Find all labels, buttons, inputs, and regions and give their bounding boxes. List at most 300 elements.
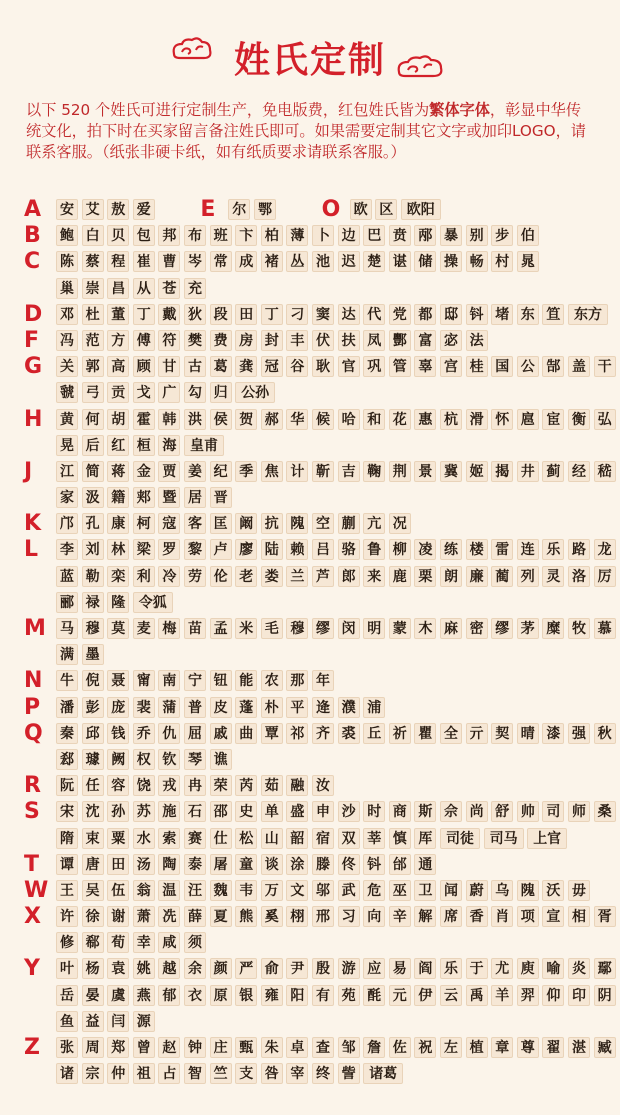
surname-chip: 梁 — [133, 539, 155, 560]
letter-heading: J — [24, 458, 33, 484]
surname-row — [0, 354, 620, 380]
surname-chip: 支 — [235, 1063, 257, 1084]
surname-chip: 王 — [56, 880, 78, 901]
surname-chip: 邹 — [338, 1037, 360, 1058]
surname-row — [0, 695, 620, 721]
surname-chip: 荣 — [210, 775, 232, 796]
surname-chip: 屠 — [210, 854, 232, 875]
surname-chip: 禹 — [466, 985, 488, 1006]
surname-chip: 闵 — [338, 618, 360, 639]
surname-chip: 孔 — [82, 513, 104, 534]
surname-chip: 苏 — [133, 801, 155, 822]
surname-chip: 滕 — [312, 854, 334, 875]
surname-chip: 羿 — [517, 985, 539, 1006]
letter-heading: D — [24, 301, 43, 327]
surname-chip: 肖 — [491, 906, 513, 927]
surname-chip: 乐 — [440, 958, 462, 979]
surname-chip: 云 — [440, 985, 462, 1006]
surname-chip: 海 — [158, 435, 180, 456]
surname-chip: 邢 — [312, 906, 334, 927]
surname-chip: 冉 — [184, 775, 206, 796]
surname-chip: 燕 — [133, 985, 155, 1006]
surname-chip: 关 — [56, 356, 78, 377]
surname-chip: 殷 — [312, 958, 334, 979]
surname-chip: 谷 — [286, 356, 308, 377]
surname-chip: 阳 — [286, 985, 308, 1006]
surname-chip: 虢 — [56, 382, 78, 403]
surname-chip: 卞 — [235, 225, 257, 246]
surname-chip: 谌 — [389, 251, 411, 272]
surname-chip: 储 — [414, 251, 436, 272]
surname-chip: 缪 — [491, 618, 513, 639]
surname-chip: 麻 — [440, 618, 462, 639]
letter-heading: C — [24, 249, 41, 275]
surname-chip: 令狐 — [133, 592, 173, 613]
surname-chip: 师 — [568, 801, 590, 822]
surname-chip: 阎 — [414, 958, 436, 979]
surname-chip: 江 — [56, 461, 78, 482]
surname-chip: 湛 — [568, 1037, 590, 1058]
surname-chip: 邸 — [440, 304, 462, 325]
surname-chip: 郜 — [542, 356, 564, 377]
surname-chip: 孙 — [107, 801, 129, 822]
intro-emphasis: 繁体字体 — [429, 101, 490, 119]
surname-chip: 段 — [210, 304, 232, 325]
surname-chip: 岳 — [56, 985, 78, 1006]
surname-chip: 莫 — [107, 618, 129, 639]
surname-chip: 杭 — [440, 409, 462, 430]
surname-chip: 贾 — [158, 461, 180, 482]
surname-chip: 赵 — [158, 1037, 180, 1058]
surname-chip: 木 — [414, 618, 436, 639]
surname-row — [0, 537, 620, 563]
surname-chip: 栗 — [414, 566, 436, 587]
surname-chip: 鞠 — [363, 461, 385, 482]
surname-chip: 尹 — [286, 958, 308, 979]
surname-chip: 干 — [594, 356, 616, 377]
surname-row — [0, 511, 620, 537]
letter-heading: E — [200, 197, 216, 222]
surname-chip: 墨 — [82, 644, 104, 665]
surname-chip: 桓 — [133, 435, 155, 456]
surname-row — [0, 1035, 620, 1061]
surname-chip: 花 — [389, 409, 411, 430]
surname-chip: 庾 — [517, 958, 539, 979]
surname-chip: 能 — [235, 670, 257, 691]
surname-chip: 浦 — [363, 697, 385, 718]
surname-chip: 司徒 — [440, 828, 480, 849]
surname-chip: 钱 — [107, 723, 129, 744]
surname-chip: 皮 — [210, 697, 232, 718]
surname-chip: 戚 — [210, 723, 232, 744]
surname-chip: 籍 — [107, 487, 129, 508]
surname-chip: 尤 — [491, 958, 513, 979]
surname-chip: 孟 — [210, 618, 232, 639]
surname-row — [0, 826, 620, 852]
surname-chip: 刘 — [82, 539, 104, 560]
surname-chip: 普 — [184, 697, 206, 718]
surname-chip: 候 — [312, 409, 334, 430]
surname-chip: 须 — [184, 932, 206, 953]
surname-chip: 抗 — [261, 513, 283, 534]
surname-chip: 乌 — [491, 880, 513, 901]
surname-row — [0, 459, 620, 485]
surname-row — [0, 904, 620, 930]
surname-chip: 皇甫 — [184, 435, 224, 456]
surname-chip: 郭 — [82, 356, 104, 377]
surname-chip: 詹 — [363, 1037, 385, 1058]
surname-chip: 益 — [82, 1011, 104, 1032]
surname-chip: 阴 — [594, 985, 616, 1006]
surname-chip: 陆 — [261, 539, 283, 560]
letter-heading: H — [24, 406, 43, 432]
surname-chip: 贝 — [107, 225, 129, 246]
surname-chip: 那 — [286, 670, 308, 691]
surname-chip: 景 — [414, 461, 436, 482]
surname-chip: 宁 — [184, 670, 206, 691]
surname-chip: 习 — [338, 906, 360, 927]
surname-chip: 涂 — [286, 854, 308, 875]
surname-chip: 仰 — [542, 985, 564, 1006]
surname-chip: 衡 — [568, 409, 590, 430]
surname-chip: 戈 — [133, 382, 155, 403]
surname-chip: 邦 — [158, 225, 180, 246]
surname-chip: 丁 — [261, 304, 283, 325]
surname-chip: 荀 — [107, 932, 129, 953]
surname-chip: 家 — [56, 487, 78, 508]
surname-chip: 常 — [210, 251, 232, 272]
surname-chip: 窦 — [312, 304, 334, 325]
surname-chip: 酕 — [363, 985, 385, 1006]
surname-chip: 盖 — [568, 356, 590, 377]
surname-chip: 苍 — [158, 278, 180, 299]
surname-chip: 聂 — [107, 670, 129, 691]
surname-chip: 戴 — [158, 304, 180, 325]
surname-chip: 计 — [286, 461, 308, 482]
surname-chip: 米 — [235, 618, 257, 639]
surname-chip: 居 — [184, 487, 206, 508]
surname-row — [0, 302, 620, 328]
surname-chip: 后 — [82, 435, 104, 456]
surname-chip: 赖 — [286, 539, 308, 560]
surname-chip: 卢 — [210, 539, 232, 560]
letter-heading: Q — [24, 720, 43, 746]
surname-chip: 原 — [210, 985, 232, 1006]
surname-chip: 穆 — [286, 618, 308, 639]
letter-heading: Z — [24, 1035, 40, 1060]
surname-chip: 娄 — [261, 566, 283, 587]
surname-chip: 宰 — [286, 1063, 308, 1084]
surname-row — [0, 930, 620, 956]
surname-row — [0, 616, 620, 642]
surname-chip: 谯 — [210, 749, 232, 770]
surname-chip: 洛 — [568, 566, 590, 587]
surname-chip: 况 — [389, 513, 411, 534]
surname-chip: 荆 — [389, 461, 411, 482]
letter-heading: Y — [24, 956, 40, 982]
surname-chip: 步 — [491, 225, 513, 246]
surname-chip: 郎 — [338, 566, 360, 587]
surname-chip: 秋 — [594, 723, 616, 744]
surname-chip: 蓬 — [235, 697, 257, 718]
surname-chip: 宦 — [542, 409, 564, 430]
surname-chip: 郏 — [133, 487, 155, 508]
surname-chip: 终 — [312, 1063, 334, 1084]
surname-row — [0, 747, 620, 773]
surname-chip: 哈 — [338, 409, 360, 430]
surname-chip: 明 — [363, 618, 385, 639]
surname-chip: 闻 — [440, 880, 462, 901]
surname-chip: 唐 — [82, 854, 104, 875]
surname-chip: 武 — [338, 880, 360, 901]
surname-chip: 高 — [107, 356, 129, 377]
surname-chip: 厉 — [594, 566, 616, 587]
surname-chip: 兰 — [286, 566, 308, 587]
surname-chip: 范 — [82, 330, 104, 351]
surname-grid — [0, 197, 620, 1087]
letter-heading: K — [24, 511, 42, 537]
surname-chip: 叶 — [56, 958, 78, 979]
surname-chip: 池 — [312, 251, 334, 272]
surname-chip: 夏 — [210, 906, 232, 927]
surname-chip: 广 — [158, 382, 180, 403]
surname-chip: 越 — [158, 958, 180, 979]
surname-chip: 祝 — [414, 1037, 436, 1058]
surname-chip: 覃 — [261, 723, 283, 744]
surname-chip: 邓 — [56, 304, 78, 325]
surname-chip: 晋 — [210, 487, 232, 508]
surname-chip: 官 — [338, 356, 360, 377]
letter-heading: X — [24, 904, 41, 930]
surname-chip: 布 — [184, 225, 206, 246]
surname-chip: 童 — [235, 854, 257, 875]
surname-chip: 薄 — [286, 225, 308, 246]
surname-chip: 伦 — [210, 566, 232, 587]
page-title: 姓氏定制 — [233, 40, 386, 81]
surname-chip: 石 — [184, 801, 206, 822]
surname-chip: 隗 — [517, 880, 539, 901]
surname-chip: 白 — [82, 225, 104, 246]
surname-chip: 钭 — [363, 854, 385, 875]
surname-row — [0, 249, 620, 275]
surname-chip: 康 — [107, 513, 129, 534]
surname-chip: 公 — [517, 356, 539, 377]
surname-chip: 山 — [261, 828, 283, 849]
surname-chip: 钭 — [466, 304, 488, 325]
surname-chip: 岑 — [184, 251, 206, 272]
surname-chip: 练 — [440, 539, 462, 560]
surname-chip: 席 — [440, 906, 462, 927]
surname-chip: 袁 — [107, 958, 129, 979]
intro-text — [26, 100, 596, 163]
surname-chip: 鱼 — [56, 1011, 78, 1032]
surname-chip: 方 — [107, 330, 129, 351]
surname-chip: 隗 — [286, 513, 308, 534]
surname-chip: 茹 — [261, 775, 283, 796]
surname-chip: 邬 — [312, 880, 334, 901]
surname-chip: 利 — [133, 566, 155, 587]
surname-chip: 丘 — [363, 723, 385, 744]
surname-chip: 甘 — [158, 356, 180, 377]
surname-chip: 酆 — [389, 330, 411, 351]
surname-chip: 苗 — [184, 618, 206, 639]
surname-row — [0, 1009, 620, 1035]
surname-chip: 柏 — [261, 225, 283, 246]
surname-chip: 樊 — [184, 330, 206, 351]
surname-chip: 诸葛 — [363, 1063, 403, 1084]
surname-chip: 瞿 — [414, 723, 436, 744]
surname-chip: 佟 — [338, 854, 360, 875]
surname-chip: 翟 — [542, 1037, 564, 1058]
surname-chip: 简 — [82, 461, 104, 482]
surname-chip: 陈 — [56, 251, 78, 272]
surname-chip: 诸 — [56, 1063, 78, 1084]
surname-row — [0, 276, 620, 302]
surname-chip: 程 — [107, 251, 129, 272]
surname-chip: 井 — [517, 461, 539, 482]
surname-chip: 马 — [56, 618, 78, 639]
surname-chip: 勒 — [82, 566, 104, 587]
surname-chip: 朱 — [261, 1037, 283, 1058]
surname-chip: 巢 — [56, 278, 78, 299]
surname-chip: 晴 — [517, 723, 539, 744]
letter-heading: M — [24, 616, 46, 641]
surname-chip: 源 — [133, 1011, 155, 1032]
surname-chip: 章 — [491, 1037, 513, 1058]
surname-chip: 裴 — [133, 697, 155, 718]
surname-chip: 奚 — [261, 906, 283, 927]
surname-chip: 管 — [389, 356, 411, 377]
letter-heading: W — [24, 877, 49, 903]
surname-chip: 危 — [363, 880, 385, 901]
surname-chip: 宿 — [312, 828, 334, 849]
surname-chip: 郁 — [158, 985, 180, 1006]
surname-chip: 艾 — [82, 199, 104, 220]
surname-chip: 董 — [107, 304, 129, 325]
surname-chip: 郄 — [56, 749, 78, 770]
surname-chip: 蒲 — [158, 697, 180, 718]
surname-chip: 廖 — [235, 539, 257, 560]
surname-chip: 慕 — [594, 618, 616, 639]
letter-heading: P — [24, 694, 41, 720]
surname-chip: 崇 — [82, 278, 104, 299]
letter-heading: R — [24, 773, 41, 799]
letter-heading: B — [24, 223, 41, 249]
surname-chip: 洪 — [184, 409, 206, 430]
surname-chip: 达 — [338, 304, 360, 325]
surname-chip: 蔺 — [491, 566, 513, 587]
surname-chip: 谈 — [261, 854, 283, 875]
surname-chip: 钟 — [184, 1037, 206, 1058]
surname-chip: 田 — [235, 304, 257, 325]
surname-chip: 安 — [56, 199, 78, 220]
surname-chip: 任 — [82, 775, 104, 796]
surname-chip: 索 — [158, 828, 180, 849]
surname-chip: 容 — [107, 775, 129, 796]
surname-chip: 汤 — [133, 854, 155, 875]
surname-chip: 年 — [312, 670, 334, 691]
surname-chip: 凌 — [414, 539, 436, 560]
surname-chip: 胥 — [594, 906, 616, 927]
surname-chip: 魏 — [210, 880, 232, 901]
surname-chip: 勾 — [184, 382, 206, 403]
surname-chip: 萧 — [133, 906, 155, 927]
surname-chip: 祖 — [133, 1063, 155, 1084]
surname-chip: 沙 — [338, 801, 360, 822]
surname-chip: 饶 — [133, 775, 155, 796]
header — [0, 28, 620, 88]
surname-chip: 贲 — [389, 225, 411, 246]
letter-heading: T — [24, 851, 40, 877]
surname-chip: 鲁 — [363, 539, 385, 560]
surname-row — [0, 328, 620, 354]
surname-chip: 麦 — [133, 618, 155, 639]
surname-chip: 桂 — [466, 356, 488, 377]
surname-chip: 韶 — [286, 828, 308, 849]
surname-chip: 雍 — [261, 985, 283, 1006]
surname-chip: 琴 — [184, 749, 206, 770]
surname-chip: 盛 — [286, 801, 308, 822]
surname-chip: 权 — [133, 749, 155, 770]
surname-chip: 蓝 — [56, 566, 78, 587]
surname-chip: 相 — [568, 906, 590, 927]
surname-chip: 仕 — [210, 828, 232, 849]
surname-row — [0, 878, 620, 904]
surname-chip: 糜 — [542, 618, 564, 639]
surname-chip: 钮 — [210, 670, 232, 691]
surname-chip: 时 — [363, 801, 385, 822]
surname-chip: 阚 — [235, 513, 257, 534]
surname-chip: 伍 — [107, 880, 129, 901]
surname-chip: 隋 — [56, 828, 78, 849]
surname-chip: 陶 — [158, 854, 180, 875]
surname-chip: 訾 — [338, 1063, 360, 1084]
surname-chip: 契 — [491, 723, 513, 744]
letter-heading: O — [321, 197, 341, 222]
surname-chip: 佐 — [389, 1037, 411, 1058]
letter-heading: G — [24, 354, 43, 380]
surname-chip: 温 — [158, 880, 180, 901]
surname-chip: 南 — [158, 670, 180, 691]
surname-chip: 商 — [389, 801, 411, 822]
surname-chip: 凤 — [363, 330, 385, 351]
surname-chip: 上官 — [527, 828, 567, 849]
surname-chip: 项 — [517, 906, 539, 927]
surname-chip: 冼 — [158, 906, 180, 927]
surname-chip: 穆 — [82, 618, 104, 639]
surname-chip: 易 — [389, 958, 411, 979]
surname-chip: 滑 — [466, 409, 488, 430]
surname-chip: 臧 — [594, 1037, 616, 1058]
letter-heading: F — [24, 327, 40, 353]
surname-chip: 裘 — [338, 723, 360, 744]
surname-chip: 戎 — [158, 775, 180, 796]
surname-chip: 丁 — [133, 304, 155, 325]
surname-chip: 伏 — [312, 330, 334, 351]
surname-chip: 暨 — [158, 487, 180, 508]
surname-chip: 有 — [312, 985, 334, 1006]
surname-chip: 辜 — [414, 356, 436, 377]
surname-chip: 老 — [235, 566, 257, 587]
surname-chip: 宣 — [542, 906, 564, 927]
surname-chip: 华 — [286, 409, 308, 430]
surname-chip: 元 — [389, 985, 411, 1006]
surname-chip: 崔 — [133, 251, 155, 272]
surname-chip: 熊 — [235, 906, 257, 927]
surname-chip: 蔚 — [466, 880, 488, 901]
surname-chip: 颜 — [210, 958, 232, 979]
surname-chip: 巩 — [363, 356, 385, 377]
